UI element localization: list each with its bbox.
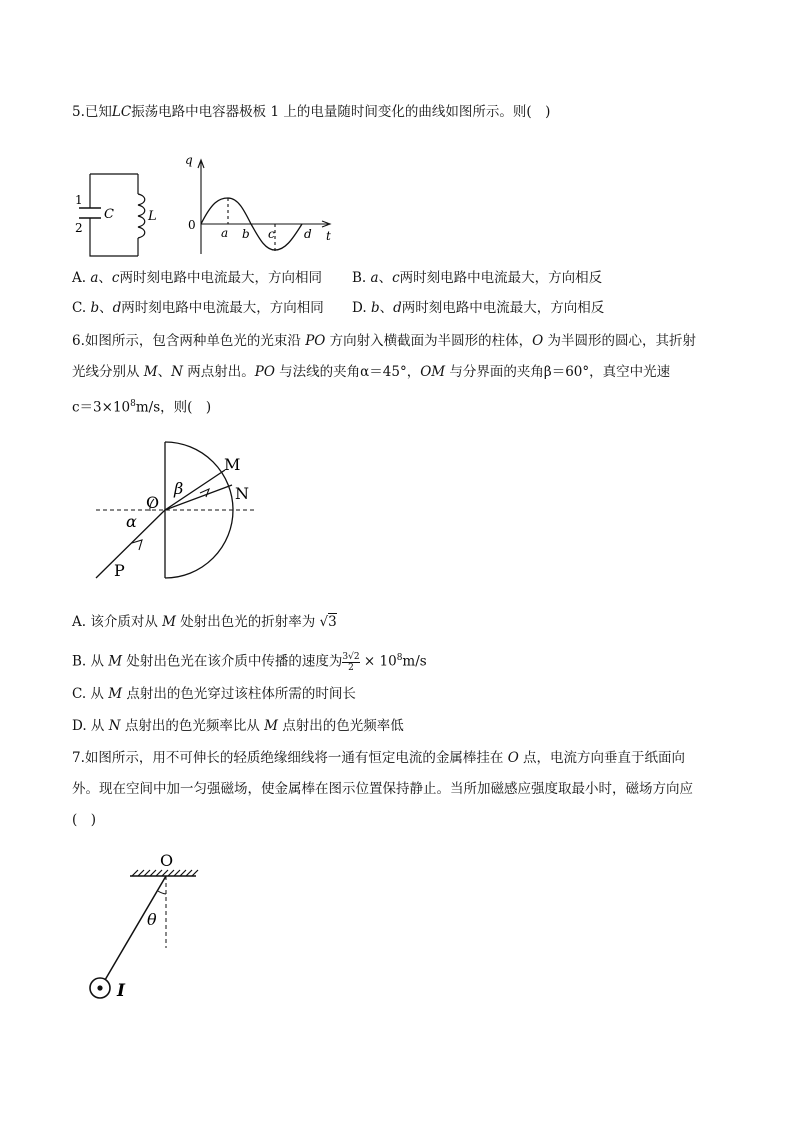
- thread: [105, 876, 166, 980]
- plate1-label: 1: [75, 193, 83, 207]
- q7-stem-line2: 外。现在空间中加一匀强磁场，使金属棒在图示位置保持静止。当所加磁感应强度取最小时，磁场方向应: [72, 781, 693, 797]
- q6-stem-line2: 光线分别从 M、N 两点射出。PO 与法线的夹角α＝45°，OM 与分界面的夹角β＝60°，真空中光速: [72, 364, 671, 380]
- label-M: M: [224, 455, 241, 474]
- tick-d: d: [304, 227, 312, 241]
- q7-figure: [80, 848, 210, 1008]
- angle-arc: [158, 891, 166, 894]
- q6-option-d[interactable]: D. 从 N 点射出的色光频率比从 M 点射出的色光频率低: [72, 718, 404, 734]
- capacitor-label: C: [104, 207, 114, 222]
- inductor-label: L: [148, 209, 157, 224]
- fraction: $\frac{3√2}{2}$: [342, 651, 360, 673]
- tick-a: a: [221, 226, 229, 240]
- q7-stem-line3: ( ): [72, 812, 97, 828]
- ceiling: [130, 870, 198, 876]
- plate2-label: 2: [75, 221, 83, 235]
- q6-option-b[interactable]: B. 从 M 处射出色光在该介质中传播的速度为 $\frac{3√2}{2}$ × $10^8m/s$: [72, 651, 427, 673]
- q5-option-d[interactable]: D. b、d两时刻电路中电流最大，方向相反: [352, 300, 605, 316]
- t-axis-label: t: [326, 229, 331, 243]
- label-I: I: [117, 981, 125, 1001]
- sqrt-sign: √3: [319, 614, 337, 630]
- label-P: P: [114, 561, 125, 580]
- q5-option-a[interactable]: A. a、c两时刻电路中电流最大，方向相同: [72, 270, 322, 286]
- label-O: O: [160, 851, 174, 870]
- label-O: O: [146, 493, 160, 512]
- q5-figure: [72, 152, 342, 264]
- q6-figure: [88, 436, 268, 586]
- label-alpha: α: [126, 512, 137, 531]
- q-axis-label: q: [185, 153, 193, 167]
- tick-c: c: [268, 227, 275, 241]
- label-beta: β: [174, 479, 184, 498]
- label-theta: θ: [147, 910, 157, 929]
- q6-stem-line3: $c=3\times 10^8m/s$，则( ): [72, 399, 212, 416]
- q7-stem-line1: 7.如图所示，用不可伸长的轻质绝缘细线将一通有恒定电流的金属棒挂在 O 点，电流方向垂直于纸面向: [72, 750, 686, 766]
- q5-option-c[interactable]: C. b、d两时刻电路中电流最大，方向相同: [72, 300, 324, 316]
- q6-stem-line1: 6.如图所示，包含两种单色光的光束沿 PO 方向射入横截面为半圆形的柱体，O 为半圆形的圆心，其折射: [72, 333, 697, 349]
- current-dot: [97, 985, 102, 990]
- origin-label: 0: [188, 218, 196, 232]
- q6-option-a[interactable]: A. 该介质对从 M 处射出色光的折射率为 √3: [72, 614, 337, 630]
- q5-stem: 5.已知LC振荡电路中电容器极板 1 上的电量随时间变化的曲线如图所示。则( ): [72, 104, 551, 120]
- q5-option-b[interactable]: B. a、c两时刻电路中电流最大，方向相反: [352, 270, 603, 286]
- tick-b: b: [242, 227, 250, 241]
- label-N: N: [235, 484, 249, 503]
- q6-option-c[interactable]: C. 从 M 点射出的色光穿过该柱体所需的时间长: [72, 686, 356, 702]
